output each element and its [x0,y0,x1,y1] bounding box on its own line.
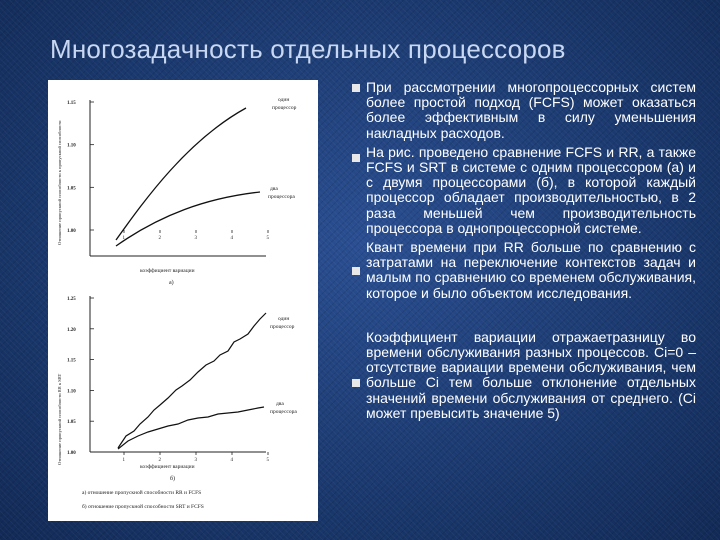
chart-top-x-tick-label: 4 [230,236,233,241]
chart-bottom-x-tick-label: 2 [158,458,161,463]
chart-bottom-x-tick-label: 3 [194,458,197,463]
chart-top-x-label: коэффициент вариации [140,268,195,274]
figure-caption-b: б) отношение пропускной способности SRT и FCFS [82,504,204,510]
chart-top-y-tick-label: 1.05 [67,186,76,192]
bullet-marker [352,84,360,92]
figure-image [48,80,318,521]
body-text [366,80,696,425]
chart-bottom-y-tick-label: 1.25 [67,297,76,302]
paragraph-quantum: Квант времени при RR больше по сравнению с затратами на переключение контекстов задач и малым по сравнению со временем обслуживания, которое и было объектом исследования. [366,239,696,301]
chart-top-x-tick-label: 5 [266,236,269,241]
bullet-marker [352,379,360,387]
chart-bottom-x-tick-label: 1 [122,458,125,463]
chart-top-y-tick-label: 1.00 [67,229,76,234]
bullet-marker [352,154,360,162]
figure-caption-a: а) отношение пропускной способности RR и FCFS [82,490,202,496]
chart-top-label-one-line2: процессор [272,105,297,111]
chart-top-curve-two-processors [116,192,260,246]
chart-bottom-panel-label: б) [170,476,176,482]
chart-top [57,97,297,286]
chart-bottom-y-tick-label: 1.20 [67,327,76,333]
chart-top-y-label: Отношение пропускной способности к пропускной способности [57,120,62,245]
chart-bottom-y-tick-label: 1.10 [67,389,76,395]
chart-bottom-y-label: Отношение пропускной способности RR к SRT [57,373,62,465]
chart-bottom-curve-two-processors [118,407,264,449]
chart-bottom [57,296,297,482]
paragraph-comparison: На рис. проведено сравнение FCFS и RR, а также FCFS и SRT в системе с одним процессором (а) и с двумя процессорами (б), в которой каждый процессор обладает производительностью, в 2 раза меньшей чем производительность процессора в однопроцессорной системе. [366,143,696,236]
chart-top-label-two-line2: процессора [268,194,295,200]
chart-bottom-label-one-line1: один [278,316,290,322]
chart-bottom-y-tick-label: 1.15 [67,358,76,364]
comparison-charts [48,80,318,521]
chart-bottom-label-two-line2: процессора [270,409,297,415]
chart-bottom-x-tick-label: 4 [230,458,233,463]
chart-bottom-x-label: коэффициент вариации [140,464,195,470]
slide-title: Многозадачность отдельных процессоров [50,34,566,64]
paragraph-variation: Коэффициент вариации отражаетразницу во времени обслуживания разных процессов. Ci=0 – отсутствие вариации времени обслуживания, чем больше Ci тем больше отклонение отдельных значений времени обслуживания от среднего. (Ci может превысить значение 5) [366,328,696,421]
chart-top-x-tick-label: 2 [158,236,161,241]
chart-bottom-curve-one-processor [118,313,266,448]
chart-top-label-two-line1: два [270,186,278,192]
chart-top-x-tick-label: 1 [122,236,125,241]
chart-top-y-tick-label: 1.15 [67,101,76,106]
paragraph-fcfs-overhead: При рассмотрении многопроцессорных систем более простой подход (FCFS) может оказаться более эффективным в силу уменьшения накладных расходов. [366,79,696,141]
chart-top-y-tick-label: 1.10 [67,143,76,149]
chart-top-x-tick-label: 3 [194,236,197,241]
chart-bottom-label-two-line1: два [276,401,284,407]
chart-bottom-label-one-line2: процессор [270,324,295,330]
chart-top-panel-label: a) [169,280,174,286]
chart-top-label-one-line1: один [278,97,290,103]
chart-top-curve-one-processor [116,108,246,240]
chart-bottom-y-tick-label: 1.05 [67,420,76,426]
chart-bottom-y-tick-label: 1.00 [67,451,76,456]
bullet-marker [352,267,360,275]
chart-bottom-x-tick-label: 5 [266,458,269,463]
